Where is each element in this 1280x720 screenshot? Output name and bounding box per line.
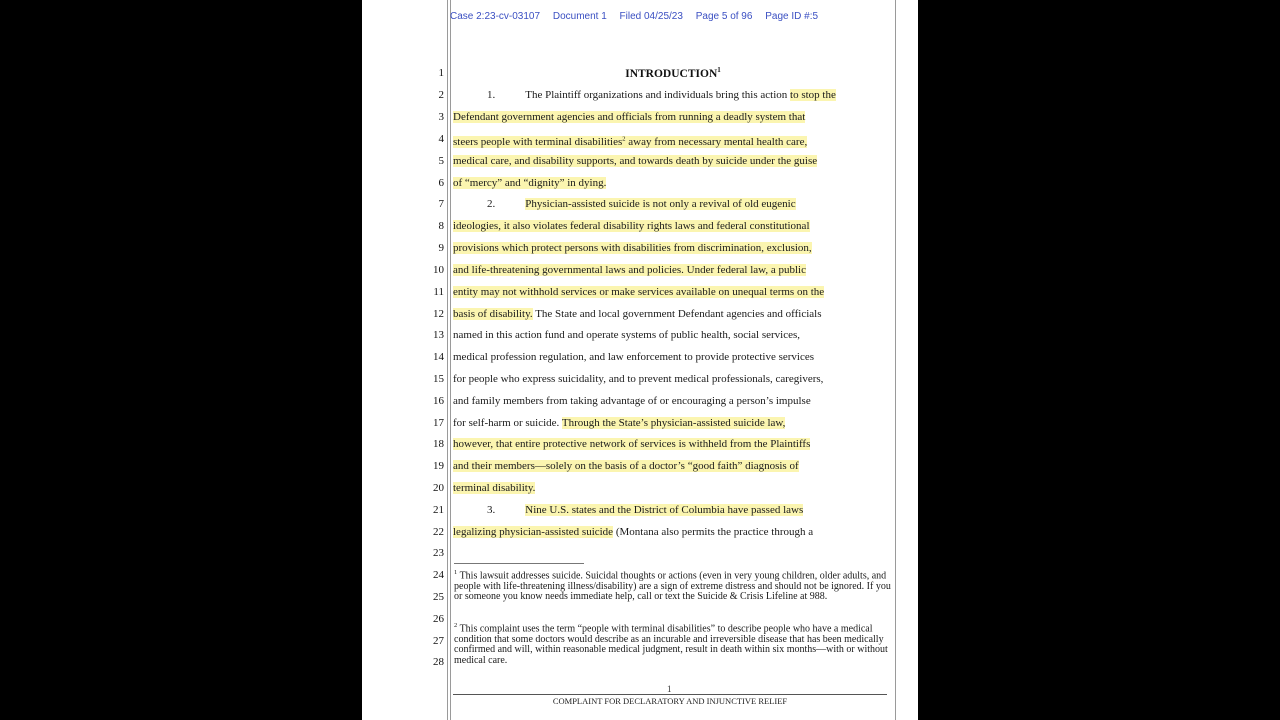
body-line (453, 176, 893, 190)
body-line (453, 132, 893, 149)
left-margin-rule-inner (450, 0, 451, 720)
body-line (453, 219, 893, 233)
line-number: 24 (433, 569, 444, 581)
section-title: INTRODUCTION$^1$ (625, 66, 721, 80)
highlighted-text: and their members—solely on the basis of a doctor’s “good faith” diagnosis of (453, 460, 799, 472)
highlighted-text: Physician-assisted suicide is not only a revival of old eugenic (525, 198, 796, 210)
body-line: for people who express suicidality, and to prevent medical professionals, caregivers, (453, 373, 824, 385)
ecf-header (450, 11, 828, 22)
body-line (453, 481, 893, 495)
highlighted-text: ideologies, it also violates federal disability rights laws and federal constitutional (453, 220, 810, 232)
line-number: 12 (433, 308, 444, 320)
body-line (453, 110, 893, 124)
line-number: 21 (433, 504, 444, 516)
paragraph-number: 1. (487, 89, 496, 101)
footnote-ref: 2 (622, 135, 626, 142)
line-number: 22 (433, 526, 444, 538)
line-number: 13 (433, 329, 444, 341)
body-line: for self-harm or suicide. Through the State’s physician-assisted suicide law, (453, 417, 786, 429)
highlighted-text: of “mercy” and “dignity” in dying. (453, 177, 607, 189)
highlighted-text: legalizing physician-assisted suicide (453, 526, 614, 538)
body-line (453, 459, 893, 473)
line-number: 14 (433, 351, 444, 363)
highlighted-text: and life-threatening governmental laws and policies. Under federal law, a public (453, 264, 806, 276)
body-line: and family members from taking advantage of or encouraging a person’s impulse (453, 395, 811, 407)
header-filed: Filed 04/25/23 (619, 11, 683, 22)
paragraph-number: 3. (487, 504, 496, 516)
line-number: 6 (438, 177, 444, 189)
line-number: 2 (438, 89, 444, 101)
body-line: named in this action fund and operate systems of public health, social services, (453, 329, 801, 341)
highlighted-text: however, that entire protective network of services is withheld from the Plaintiffs (453, 438, 811, 450)
highlighted-text: entity may not withhold services or make services available on unequal terms on the (453, 286, 825, 298)
body-line (453, 263, 893, 277)
highlighted-text: basis of disability. (453, 308, 533, 320)
highlighted-text: Defendant government agencies and officials from running a deadly system that (453, 111, 806, 123)
line-number: 5 (438, 155, 444, 167)
line-number: 19 (433, 460, 444, 472)
right-margin-rule (895, 0, 896, 720)
footnote-number: 2 (454, 622, 458, 629)
body-line (453, 285, 893, 299)
line-number: 18 (433, 438, 444, 450)
highlighted-text: provisions which protect persons with disabilities from discrimination, exclusion, (453, 242, 812, 254)
body-line (453, 503, 893, 517)
left-margin-rule (447, 0, 448, 720)
line-number: 4 (438, 133, 444, 145)
body-line (453, 437, 893, 451)
highlighted-text: Through the State’s physician-assisted suicide law, (561, 417, 786, 429)
highlighted-text: steers people with terminal disabilities$^2$ away from necessary mental health care, (453, 135, 808, 148)
body-line: basis of disability. The State and local government Defendant agencies and officials (453, 308, 822, 320)
line-number: 9 (438, 242, 444, 254)
highlighted-text: terminal disability. (453, 482, 536, 494)
line-number: 7 (438, 198, 444, 210)
line-number: 28 (433, 656, 444, 668)
line-number: 16 (433, 395, 444, 407)
line-number: 3 (438, 111, 444, 123)
line-number: 20 (433, 482, 444, 494)
body-line (453, 197, 893, 211)
footnote: $^2$ This complaint uses the term “people with terminal disabilities” to describe people who have a medical condition that some doctors would describe as an incurable and irreversible disease that has been medically confirmed and will, within reasonable medical judgment, result in death within six months—with or without medical care. (454, 622, 888, 666)
line-number: 1 (438, 67, 444, 79)
line-number: 25 (433, 591, 444, 603)
body-line (453, 154, 893, 168)
line-number: 17 (433, 417, 444, 429)
body-line (453, 241, 893, 255)
document-page (362, 0, 918, 720)
line-number: 11 (433, 286, 444, 298)
page-number: 1 (667, 684, 672, 694)
highlighted-text: medical care, and disability supports, and towards death by suicide under the guise (453, 155, 818, 167)
header-page: Page 5 of 96 (695, 11, 753, 22)
body-line: medical profession regulation, and law enforcement to provide protective services (453, 351, 815, 363)
paragraph-number: 2. (487, 198, 496, 210)
footer-rule (453, 694, 887, 695)
line-number: 15 (433, 373, 444, 385)
body-line: 1. The Plaintiff organizations and individuals bring this action to stop the (487, 89, 836, 101)
footnote-separator (454, 563, 584, 564)
line-number: 10 (433, 264, 444, 276)
highlighted-text: Nine U.S. states and the District of Columbia have passed laws (525, 504, 804, 516)
footer-title: COMPLAINT FOR DECLARATORY AND INJUNCTIVE RELIEF (552, 696, 788, 706)
footnote: $^1$ This lawsuit addresses suicide. Suicidal thoughts or actions (even in very young children, older adults, and people with life-threatening illness/disability) are a sign of extreme distress and should not be ignored. If you or someone you know needs immediate help, call or text the Suicide & Crisis Lifeline at 988. (454, 569, 891, 603)
header-case: Case 2:23-cv-03107 (450, 11, 541, 22)
footnote-ref: 1 (717, 66, 721, 74)
line-number: 23 (433, 547, 444, 559)
body-line: legalizing physician-assisted suicide (Montana also permits the practice through a (453, 526, 814, 538)
line-number: 26 (433, 613, 444, 625)
header-page-id: Page ID #:5 (765, 11, 819, 22)
line-number: 8 (438, 220, 444, 232)
footnote-number: 1 (454, 569, 458, 576)
line-number: 27 (433, 635, 444, 647)
highlighted-text: to stop the (790, 89, 836, 101)
header-document: Document 1 (552, 11, 607, 22)
